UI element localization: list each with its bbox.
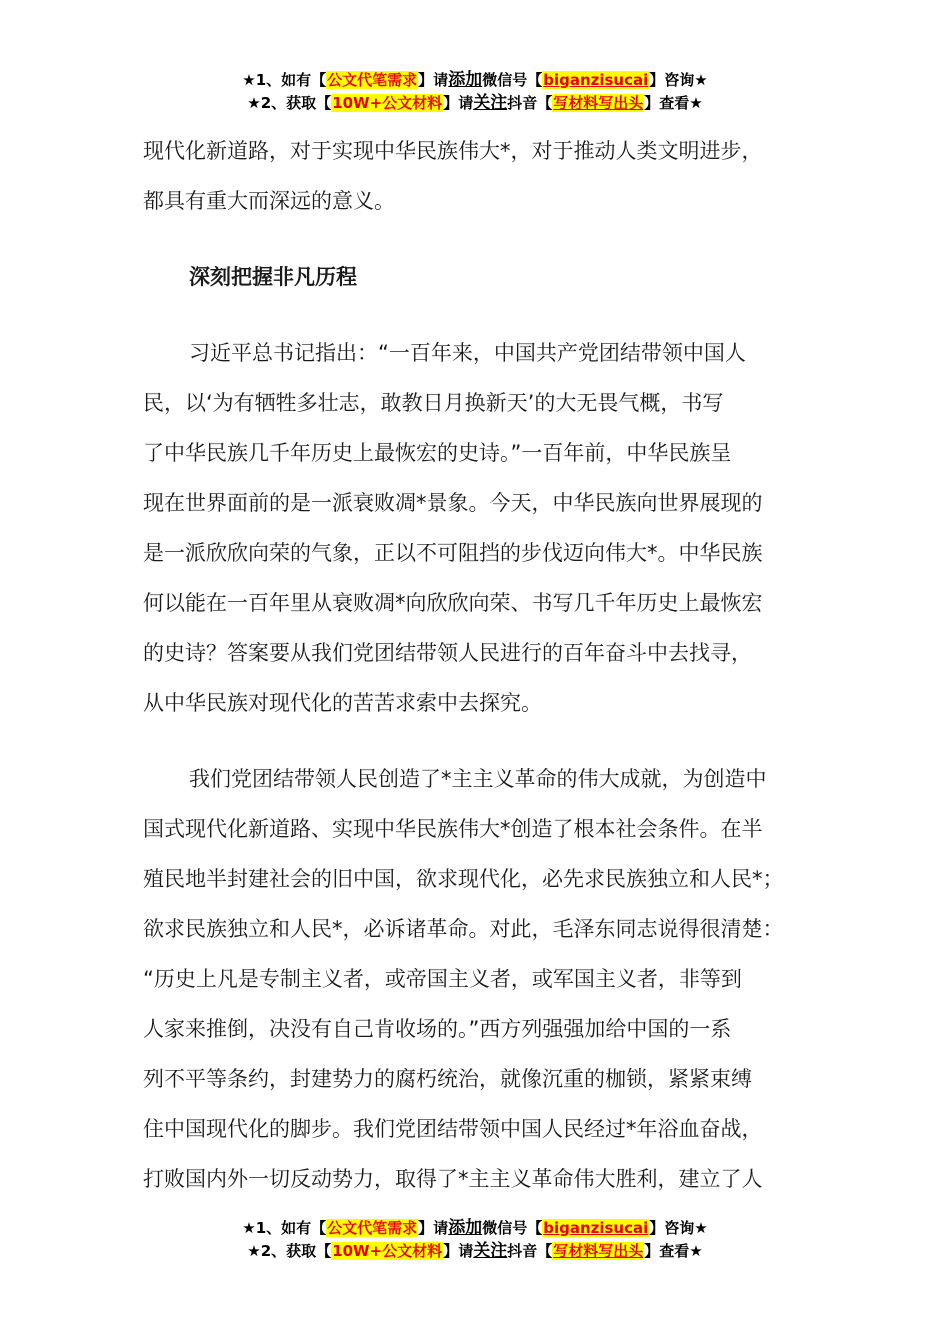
banner-line-2	[0, 1240, 950, 1263]
text-line: 国式现代化新道路、实现中华民族伟大*创造了根本社会条件。在半	[143, 817, 763, 841]
banner-highlight: 公文代笔需求	[327, 1219, 418, 1237]
text-line: 从中华民族对现代化的苦苦求索中去探究。	[143, 691, 542, 715]
banner-line-2	[0, 92, 950, 115]
document-body	[143, 126, 833, 1204]
banner-line-1	[0, 69, 950, 92]
text-line: 欲求民族独立和人民*，必诉诸革命。对此，毛泽东同志说得很清楚：	[143, 917, 784, 941]
banner-highlight: 10W+公文材料	[332, 94, 443, 112]
text-line: 民，以‘为有牺牲多壮志，敢教日月换新天’的大无畏气概，书写	[143, 391, 724, 415]
paragraph-1	[143, 126, 833, 226]
banner-douyin-name: 写材料写出头	[553, 1242, 644, 1260]
footer-banner	[0, 1217, 950, 1263]
section-heading: 深刻把握非凡历程	[189, 265, 357, 289]
banner-text: 】咨询★	[649, 1219, 708, 1237]
banner-text: ★2、获取【	[247, 1242, 332, 1260]
text-line: 现代化新道路，对于实现中华民族伟大*，对于推动人类文明进步，	[143, 139, 763, 163]
banner-text: ★2、获取【	[247, 94, 332, 112]
banner-text: 抖音【	[507, 94, 553, 112]
banner-douyin-name: 写材料写出头	[553, 94, 644, 112]
banner-wechat-id: biganzisucai	[543, 1219, 649, 1237]
text-line: 都具有重大而深远的意义。	[143, 189, 395, 213]
text-line: 何以能在一百年里从衰败凋*向欣欣向荣、书写几千年历史上最恢宏	[143, 591, 763, 615]
banner-text: ★1、如有【	[242, 71, 327, 89]
text-line: 人家来推倒，决没有自己肯收场的。”西方列强强加给中国的一系	[143, 1017, 732, 1041]
banner-emphasis: 关注	[473, 93, 508, 113]
text-line: 我们党团结带领人民创造了*主主义革命的伟大成就，为创造中	[189, 767, 767, 791]
text-line: 住中国现代化的脚步。我们党团结带领中国人民经过*年浴血奋战，	[143, 1117, 763, 1141]
text-line: 习近平总书记指出：“一百年来，中国共产党团结带领中国人	[189, 341, 746, 365]
banner-text: 】请	[418, 71, 449, 89]
banner-highlight: 公文代笔需求	[327, 71, 418, 89]
text-line: 列不平等条约，封建势力的腐朽统治，就像沉重的枷锁，紧紧束缚	[143, 1067, 752, 1091]
banner-text: 抖音【	[507, 1242, 553, 1260]
banner-text: 微信号【	[482, 1219, 543, 1237]
banner-wechat-id: biganzisucai	[543, 71, 649, 89]
text-line: “历史上凡是专制主义者，或帝国主义者，或军国主义者，非等到	[143, 967, 742, 991]
paragraph-2	[143, 328, 833, 728]
paragraph-3	[143, 754, 833, 1204]
banner-text: 微信号【	[482, 71, 543, 89]
text-line: 殖民地半封建社会的旧中国，欲求现代化，必先求民族独立和人民*；	[143, 867, 784, 891]
banner-text: 】请	[443, 1242, 474, 1260]
banner-text: 】咨询★	[649, 71, 708, 89]
banner-highlight: 10W+公文材料	[332, 1242, 443, 1260]
text-line: 是一派欣欣向荣的气象，正以不可阻挡的步伐迈向伟大*。中华民族	[143, 541, 763, 565]
banner-text: 】查看★	[644, 1242, 703, 1260]
banner-emphasis: 添加	[448, 70, 483, 90]
banner-text: 】查看★	[644, 94, 703, 112]
banner-text: 】请	[443, 94, 474, 112]
banner-line-1	[0, 1217, 950, 1240]
text-line: 现在世界面前的是一派衰败凋*景象。今天，中华民族向世界展现的	[143, 491, 763, 515]
banner-text: ★1、如有【	[242, 1219, 327, 1237]
banner-emphasis: 关注	[473, 1241, 508, 1261]
header-banner	[0, 69, 950, 115]
text-line: 了中华民族几千年历史上最恢宏的史诗。”一百年前，中华民族呈	[143, 441, 732, 465]
banner-text: 】请	[418, 1219, 449, 1237]
banner-emphasis: 添加	[448, 1218, 483, 1238]
text-line: 打败国内外一切反动势力，取得了*主主义革命伟大胜利，建立了人	[143, 1167, 763, 1191]
text-line: 的史诗？答案要从我们党团结带领人民进行的百年奋斗中去找寻，	[143, 641, 752, 665]
